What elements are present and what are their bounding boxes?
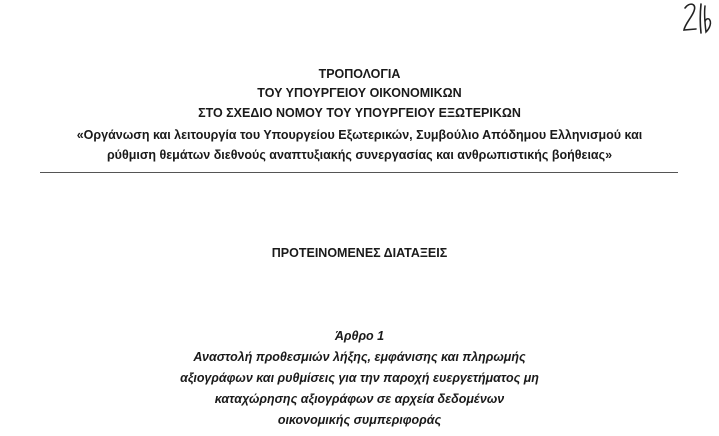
article-title-line-2: αξιογράφων και ρυθμίσεις για την παροχή ευεργετήματος μη: [180, 371, 539, 385]
article-number: Άρθρο 1: [334, 329, 385, 343]
bill-title-line-1: «Οργάνωση και λειτουργία του Υπουργείου Εξωτερικών, Συμβούλιο Απόδημου Ελληνισμού και: [76, 128, 643, 142]
article-title-line-1: Αναστολή προθεσμιών λήξης, εμφάνισης και πληρωμής: [193, 350, 526, 364]
article-title-line-3: καταχώρησης αξιογράφων σε αρχεία δεδομένων: [214, 392, 505, 406]
header-line-3: ΣΤΟ ΣΧΕΔΙΟ ΝΟΜΟΥ ΤΟΥ ΥΠΟΥΡΓΕΙΟΥ ΕΞΩΤΕΡΙΚΩΝ: [198, 106, 521, 120]
header-line-2: ΤΟΥ ΥΠΟΥΡΓΕΙΟΥ ΟΙΚΟΝΟΜΙΚΩΝ: [257, 86, 462, 100]
handwritten-page-mark: [681, 0, 715, 36]
header-divider: [40, 172, 678, 173]
article-title-line-4: οικονομικής συμπεριφοράς: [277, 413, 442, 427]
header-line-1: ΤΡΟΠΟΛΟΓΙΑ: [318, 67, 401, 81]
section-heading: ΠΡΟΤΕΙΝΟΜΕΝΕΣ ΔΙΑΤΑΞΕΙΣ: [271, 246, 448, 260]
bill-title-line-2: ρύθμιση θεμάτων διεθνούς αναπτυξιακής συνεργασίας και ανθρωπιστικής βοήθειας»: [106, 148, 613, 162]
